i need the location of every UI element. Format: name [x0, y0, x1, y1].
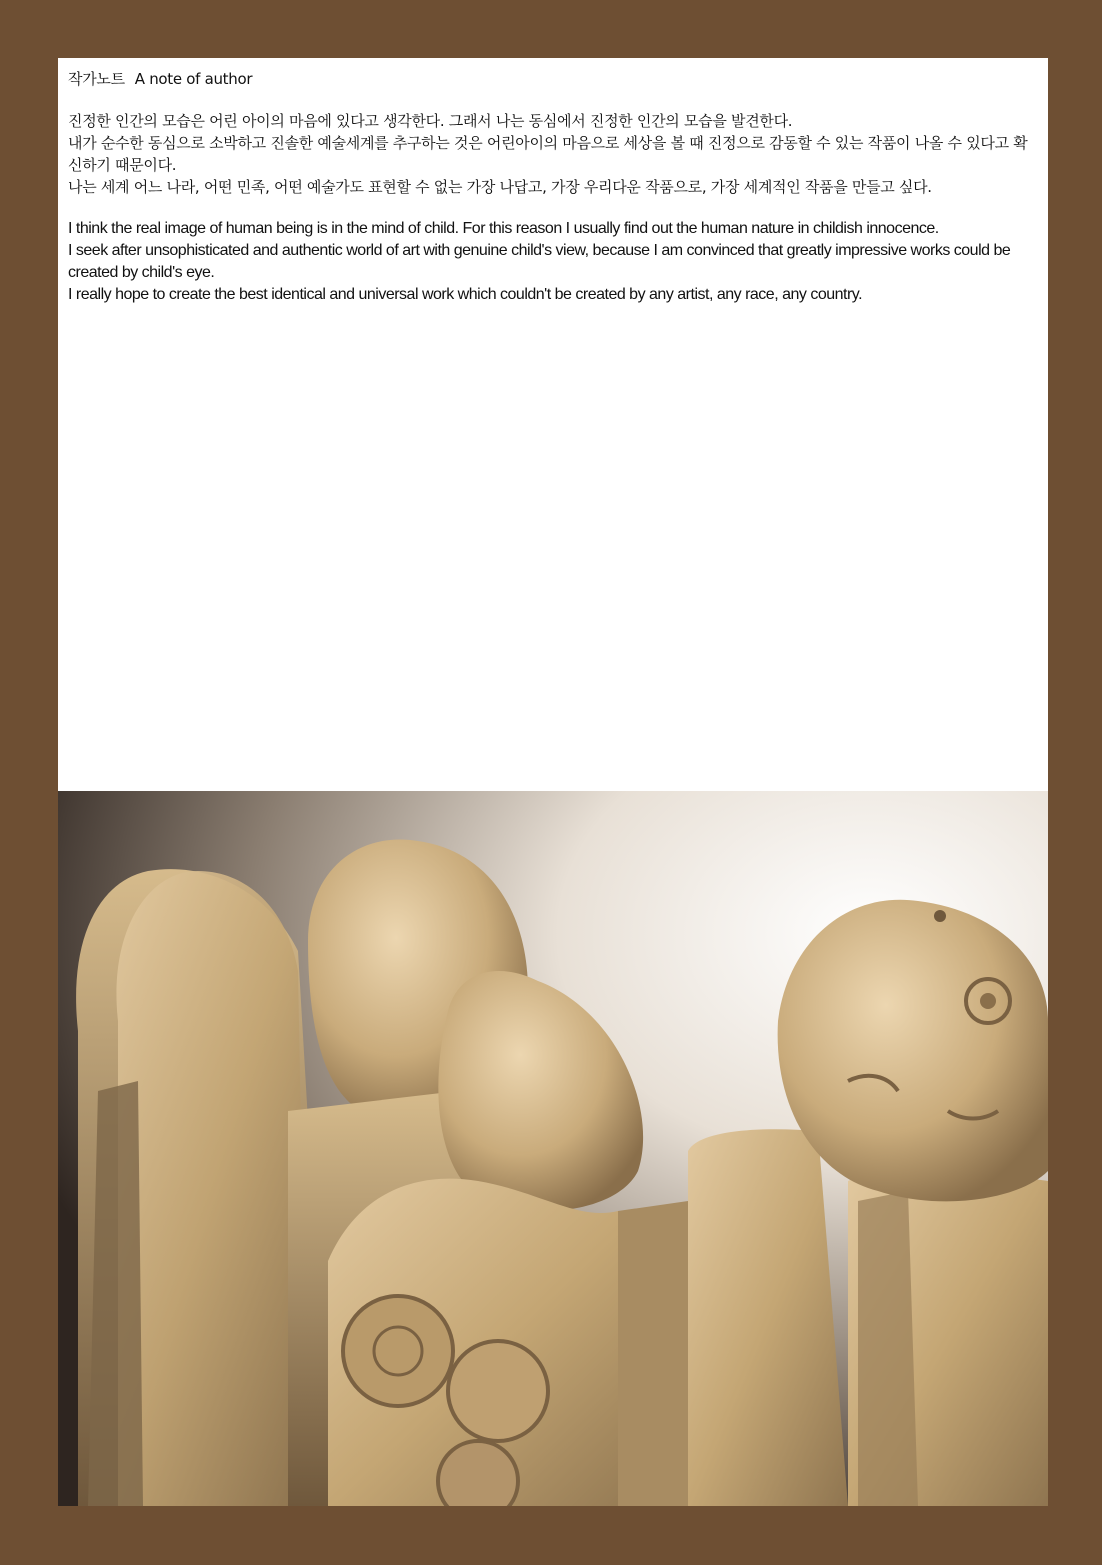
stone-sculpture-image — [58, 791, 1048, 1506]
english-paragraph: I seek after unsophisticated and authentic world of art with genuine child's view, because I am convinced that greatly impressive works could be created by child's eye. — [68, 242, 1011, 281]
korean-paragraph: 나는 세계 어느 나라, 어떤 민족, 어떤 예술가도 표현할 수 없는 가장 나답고, 가장 우리다운 작품으로, 가장 세계적인 작품을 만들고 싶다. — [68, 178, 932, 196]
english-paragraph: I think the real image of human being is in the mind of child. For this reason I usually find out the human nature in childish innocence. — [68, 220, 939, 237]
author-note — [68, 68, 1040, 306]
page-sheet — [58, 58, 1048, 1506]
english-note — [68, 218, 1040, 306]
sculpture-photo — [58, 791, 1048, 1506]
heading-korean: 작가노트 — [68, 70, 125, 88]
korean-paragraph: 내가 순수한 동심으로 소박하고 진솔한 예술세계를 추구하는 것은 어린아이의 마음으로 세상을 볼 때 진정으로 감동할 수 있는 작품이 나올 수 있다고 확신하기 때문이다. — [68, 134, 1028, 174]
english-paragraph: I really hope to create the best identical and universal work which couldn't be created by any artist, any race, any country. — [68, 286, 863, 303]
note-heading — [68, 68, 1040, 90]
heading-english: A note of author — [134, 70, 253, 88]
korean-paragraph: 진정한 인간의 모습은 어린 아이의 마음에 있다고 생각한다. 그래서 나는 동심에서 진정한 인간의 모습을 발견한다. — [68, 112, 793, 130]
korean-note — [68, 110, 1040, 198]
